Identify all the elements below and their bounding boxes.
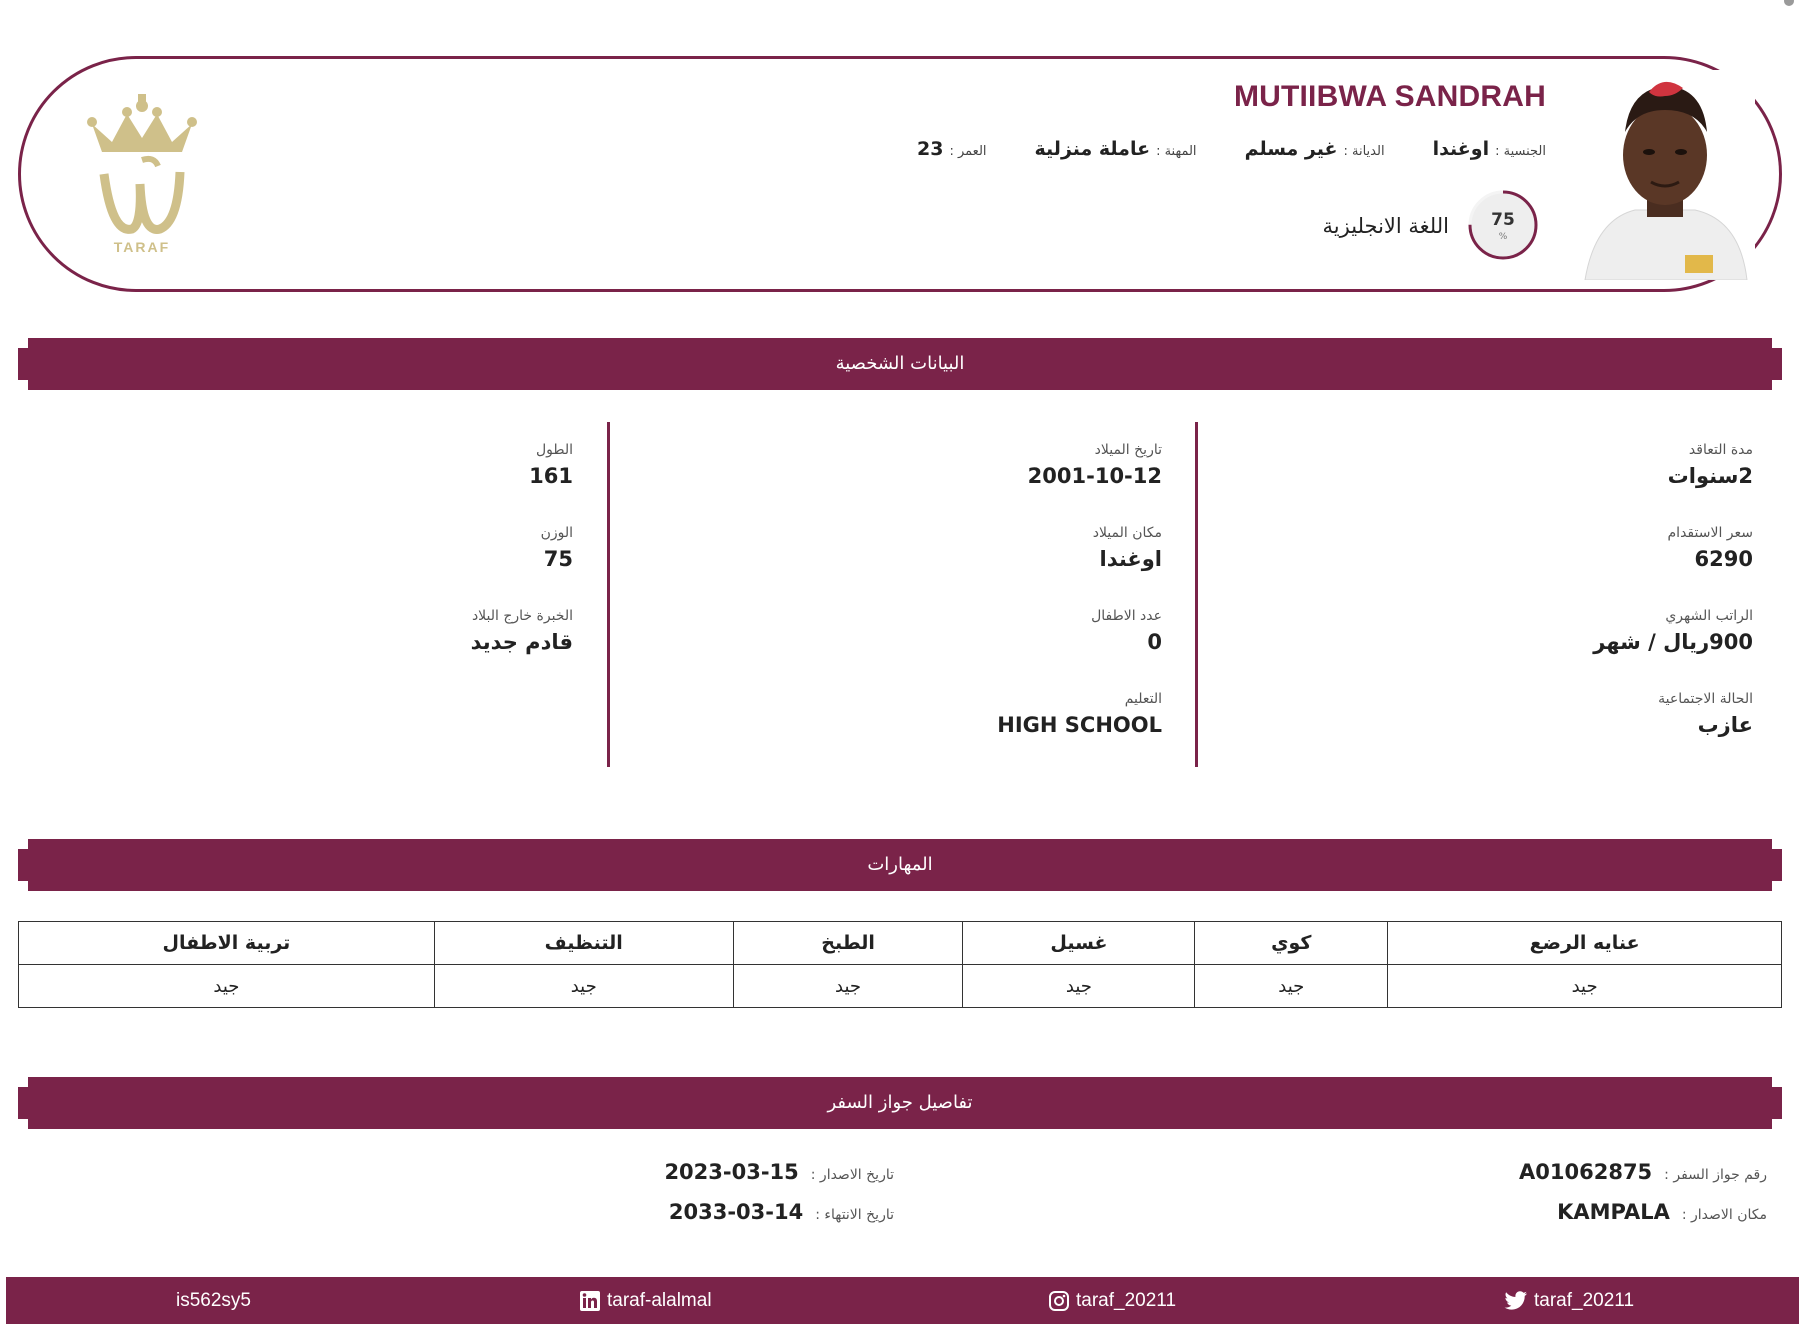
skill-level: جيد <box>963 965 1195 1008</box>
linkedin-handle: taraf-alalmal <box>607 1289 712 1311</box>
skill-level: جيد <box>1388 965 1782 1008</box>
field-weight <box>173 525 573 608</box>
passport-expiry-row <box>669 1200 894 1224</box>
passport-section-header <box>18 1077 1782 1129</box>
experience-abroad-value: قادم جديد <box>470 630 573 654</box>
skill-header: التنظيف <box>434 922 733 965</box>
field-marital-status <box>1353 691 1753 774</box>
children-count-label: عدد الاطفال <box>1091 608 1162 624</box>
weight-label: الوزن <box>540 525 573 541</box>
education-value: HIGH SCHOOL <box>997 713 1162 737</box>
contract-duration-label: مدة التعاقد <box>1688 442 1753 458</box>
passport-place-value: KAMPALA <box>1557 1200 1670 1224</box>
field-contract-duration <box>1353 442 1753 525</box>
linkedin-icon <box>579 1290 601 1312</box>
corner-dot <box>1784 0 1794 6</box>
personal-col-birth <box>762 442 1162 774</box>
profession-label: المهنة : <box>1156 144 1197 159</box>
nationality-value: اوغندا <box>1432 138 1490 160</box>
footer-bar <box>6 1277 1799 1324</box>
passport-expiry-label: تاريخ الانتهاء : <box>815 1207 894 1223</box>
skill-header: غسيل <box>963 922 1195 965</box>
passport-expiry-value: 2033-03-14 <box>668 1200 804 1224</box>
personal-col-body <box>173 442 573 691</box>
passport-place-label: مكان الاصدار : <box>1681 1207 1767 1223</box>
field-education <box>762 691 1162 774</box>
education-label: التعليم <box>1124 691 1162 707</box>
birth-date-value: 2001-10-12 <box>1027 464 1162 488</box>
footer-code-text: is562sy5 <box>176 1289 251 1311</box>
passport-issue-value: 2023-03-15 <box>664 1160 799 1184</box>
personal-section-title: البيانات الشخصية <box>835 353 965 374</box>
column-divider <box>607 422 610 767</box>
birth-date-label: تاريخ الميلاد <box>1094 442 1162 458</box>
field-height <box>173 442 573 525</box>
footer-linkedin-link[interactable] <box>579 1277 712 1324</box>
footer-instagram-link[interactable] <box>1048 1277 1176 1324</box>
english-percent: 75 <box>1491 210 1515 230</box>
field-monthly-salary <box>1353 608 1753 691</box>
passport-issue-row <box>664 1160 894 1184</box>
basic-info-row <box>917 138 1546 160</box>
skill-header: تربية الاطفال <box>19 922 435 965</box>
english-percent-sign: % <box>1498 232 1508 242</box>
field-experience-abroad <box>173 608 573 691</box>
religion-value: غير مسلم <box>1244 138 1338 160</box>
profession-value: عاملة منزلية <box>1034 138 1151 160</box>
skill-header: الطبخ <box>733 922 963 965</box>
taraf-logo <box>82 94 202 259</box>
children-count-value: 0 <box>1147 630 1162 654</box>
twitter-icon <box>1504 1290 1528 1312</box>
age-value: 23 <box>917 138 944 160</box>
field-recruitment-price <box>1353 525 1753 608</box>
passport-number-row <box>1519 1160 1767 1184</box>
height-label: الطول <box>535 442 573 458</box>
skill-level: جيد <box>19 965 435 1008</box>
experience-abroad-label: الخبرة خارج البلاد <box>471 608 573 624</box>
instagram-icon <box>1048 1290 1070 1312</box>
worker-name: MUTIIBWA SANDRAH <box>1233 80 1546 113</box>
monthly-salary-value: 900ريال / شهر <box>1593 630 1753 654</box>
passport-number-label: رقم جواز السفر : <box>1664 1167 1767 1183</box>
recruitment-price-value: 6290 <box>1694 547 1753 571</box>
field-birth-place <box>762 525 1162 608</box>
profession-item <box>1035 138 1197 160</box>
personal-col-contract <box>1353 442 1753 774</box>
marital-status-value: عازب <box>1697 713 1753 737</box>
age-item <box>917 138 987 160</box>
skill-level: جيد <box>434 965 733 1008</box>
height-value: 161 <box>529 464 573 488</box>
passport-section-title: تفاصيل جواز السفر <box>827 1092 973 1113</box>
personal-section-header <box>18 338 1782 390</box>
skill-header: عنايه الرضع <box>1388 922 1782 965</box>
religion-label: الديانة : <box>1343 144 1385 159</box>
skill-level: جيد <box>733 965 963 1008</box>
nationality-item <box>1433 138 1546 160</box>
birth-place-value: اوغندا <box>1099 547 1162 571</box>
column-divider <box>1195 422 1198 767</box>
skills-header-row <box>19 922 1782 965</box>
field-children-count <box>762 608 1162 691</box>
field-birth-date <box>762 442 1162 525</box>
twitter-handle: taraf_20211 <box>1534 1289 1635 1311</box>
recruitment-price-label: سعر الاستقدام <box>1667 525 1753 541</box>
passport-place-row <box>1557 1200 1767 1224</box>
skill-level: جيد <box>1195 965 1388 1008</box>
contract-duration-value: 2سنوات <box>1667 464 1753 488</box>
skill-header: كوي <box>1195 922 1388 965</box>
skills-section-title: المهارات <box>867 854 933 875</box>
instagram-handle: taraf_20211 <box>1076 1289 1177 1311</box>
footer-twitter-link[interactable] <box>1504 1277 1634 1324</box>
age-label: العمر : <box>949 144 987 159</box>
skills-table <box>18 921 1782 1008</box>
english-label: اللغة الانجليزية <box>1322 214 1449 238</box>
nationality-label: الجنسية : <box>1495 144 1546 159</box>
footer-code <box>176 1277 251 1324</box>
skills-section-header <box>18 839 1782 891</box>
marital-status-label: الحالة الاجتماعية <box>1658 691 1753 707</box>
logo-text: TARAF <box>113 239 171 255</box>
birth-place-label: مكان الميلاد <box>1092 525 1162 541</box>
skills-level-row <box>19 965 1782 1008</box>
profile-photo <box>1575 70 1755 280</box>
passport-issue-label: تاريخ الاصدار : <box>810 1167 894 1183</box>
passport-number-value: A01062875 <box>1519 1160 1653 1184</box>
religion-item <box>1245 138 1385 160</box>
monthly-salary-label: الراتب الشهري <box>1665 608 1753 624</box>
weight-value: 75 <box>543 547 573 571</box>
